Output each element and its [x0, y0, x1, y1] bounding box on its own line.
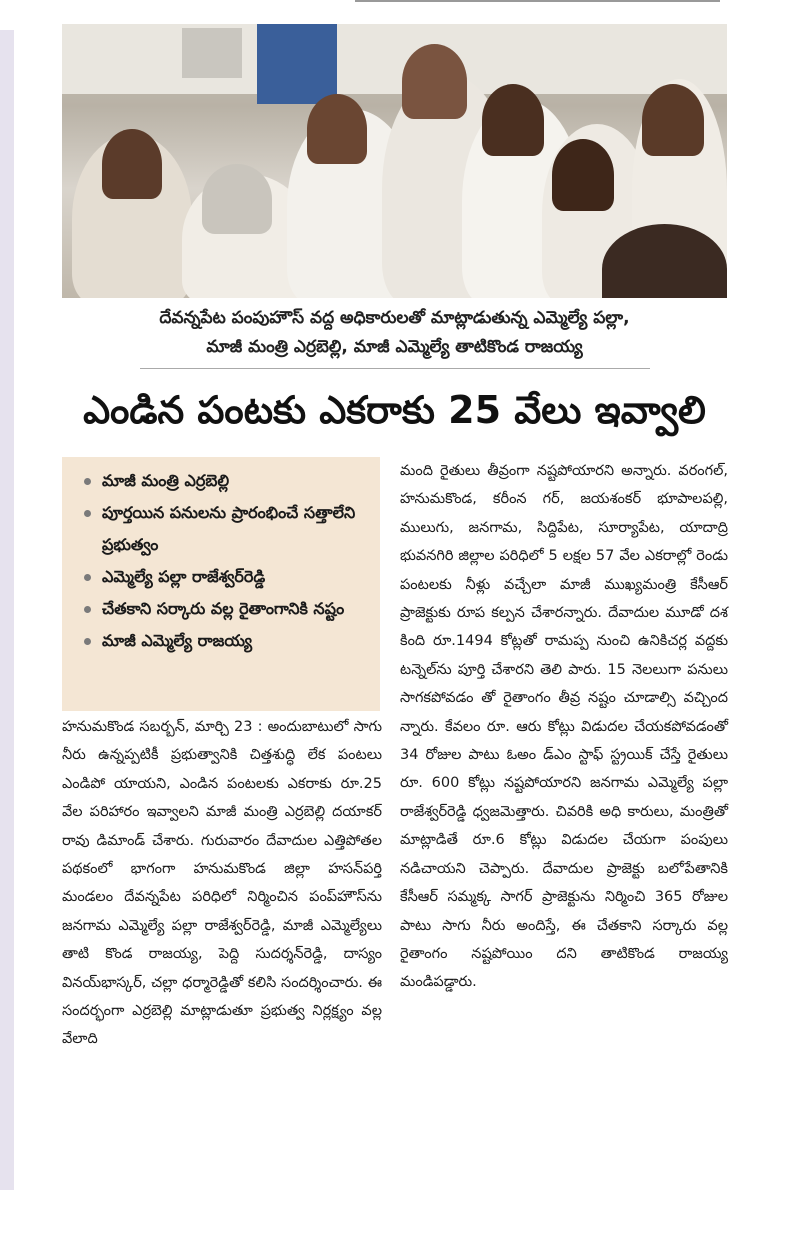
photo-door: [257, 24, 337, 104]
caption-line-2: మాజీ మంత్రి ఎర్రబెల్లి, మాజీ ఎమ్మెల్యే తాటికొండ రాజయ్య: [206, 337, 583, 357]
highlights-box: [62, 457, 380, 711]
photo-person: [307, 94, 367, 164]
article-column-right: [400, 457, 728, 997]
headline: ఎండిన పంటకు ఎకరాకు 25 వేలు ఇవ్వాలి: [83, 388, 706, 432]
highlight-item: మాజీ ఎమ్మెల్యే రాజయ్య: [82, 625, 370, 657]
caption-line-1: దేవన్నపేట పంపుహౌస్ వద్ద అధికారులతో మాట్లాడుతున్న ఎమ్మెల్యే పల్లా,: [159, 308, 630, 328]
highlight-item: పూర్తయిన పనులను ప్రారంభించే సత్తాలేని ప్రభుత్వం: [82, 497, 370, 561]
article-column-left: [62, 713, 382, 1054]
highlight-item: చేతకాని సర్కారు వల్ల రైతాంగానికి నష్టం: [82, 593, 370, 625]
news-photo: [62, 24, 727, 298]
highlight-item: మాజీ మంత్రి ఎర్రబెల్లి: [82, 465, 370, 497]
margin-rule: [0, 30, 14, 1190]
photo-person: [552, 139, 614, 211]
photo-person: [642, 84, 704, 156]
photo-person: [202, 164, 272, 234]
photo-person: [102, 129, 162, 199]
article-text-left: హనుమకొండ సబర్బన్, మార్చి 23 : అందుబాటులో సాగు నీరు ఉన్నప్పటికీ ప్రభుత్వానికి చిత్తశుద్ధి లేక పంటలు ఎండిపో యాయని, ఎండిన పంటలకు ఎకరాకు రూ.25 వేల పరిహారం ఇవ్వాలని మాజీ మంత్రి ఎర్రబెల్లి దయాకర్ రావు డిమాండ్ చేశారు. గురువారం దేవాదుల ఎత్తిపోతల పథకంలో భాగంగా హనుమకొండ జిల్లా హసన్‌పర్తి మండలం దేవన్నపేట పరిధిలో నిర్మించిన పంప్‌హౌస్‌ను జనగామ ఎమ్మెల్యే పల్లా రాజేశ్వర్‌రెడ్డి, మాజీ ఎమ్మెల్యేలు తాటి కొండ రాజయ్య, పెద్ది సుదర్శన్‌రెడ్డి, దాస్యం వినయ్‌భాస్కర్, చల్లా ధర్మారెడ్డితో కలిసి సందర్శించారు. ఈ సందర్భంగా ఎర్రబెల్లి మాట్లాడుతూ ప్రభుత్వ నిర్లక్ష్యం వల్ల వేలాది: [62, 719, 382, 1048]
photo-person: [402, 44, 467, 119]
photo-person: [482, 84, 544, 156]
top-rule: [355, 0, 720, 2]
caption-divider: [140, 368, 650, 369]
highlight-item: ఎమ్మెల్యే పల్లా రాజేశ్వర్‌రెడ్డి: [82, 561, 370, 593]
article-text-right: మంది రైతులు తీవ్రంగా నష్టపోయారని అన్నారు. వరంగల్, హనుమకొండ, కరీంన గర్, జయశంకర్ భూపాలపల్లి, ములుగు, జనగామ, సిద్దిపేట, సూర్యాపేట, యాదాద్రి భువనగిరి జిల్లాల పరిధిలో 5 లక్షల 57 వేల ఎకరాల్లో రెండు పంటలకు నీళ్లు వచ్చేలా మాజీ ముఖ్యమంత్రి కేసీఆర్ ప్రాజెక్టుకు రూప కల్పన చేశారన్నారు. దేవాదుల మూడో దశ కింది రూ.1494 కోట్లతో రామప్ప నుంచి ఉనికిచర్ల వద్దకు టన్నెల్‌ను పూర్తి చేశారని తెలి పారు. 15 నెలలుగా పనులు సాగకపోవడం తో రైతాంగం తీవ్ర నష్టం చూడాల్సి వచ్చింద న్నారు. కేవలం రూ. ఆరు కోట్లు విడుదల చేయకపోవడంతో 34 రోజుల పాటు ఓఅం డ్‌ఎం స్టాఫ్ స్ట్రయిక్ చేస్తే రైతులు రూ. 600 కోట్లు నష్టపోయారని జనగామ ఎమ్మెల్యే పల్లా రాజేశ్వర్‌రెడ్డి ధ్వజమెత్తారు. చివరికి అధి కారులు, మంత్రితో మాట్లాడితే రూ.6 కోట్లు విడుదల చేయగా పంపులు నడిచాయని చెప్పారు. దేవాదుల ప్రాజెక్టు బలోపేతానికి కేసీఆర్ సమ్మక్క సాగర్ ప్రాజెక్టును నిర్మించి 365 రోజుల పాటు సాగు నీరు అందిస్తే, ఈ చేతకాని సర్కారు వల్ల రైతాంగం నష్టపోయిం దని తాటికొండ రాజయ్య మండిపడ్డారు.: [400, 463, 728, 991]
photo-caption: [62, 304, 727, 362]
photo-panel: [182, 28, 242, 78]
photo-wall: [62, 24, 727, 94]
